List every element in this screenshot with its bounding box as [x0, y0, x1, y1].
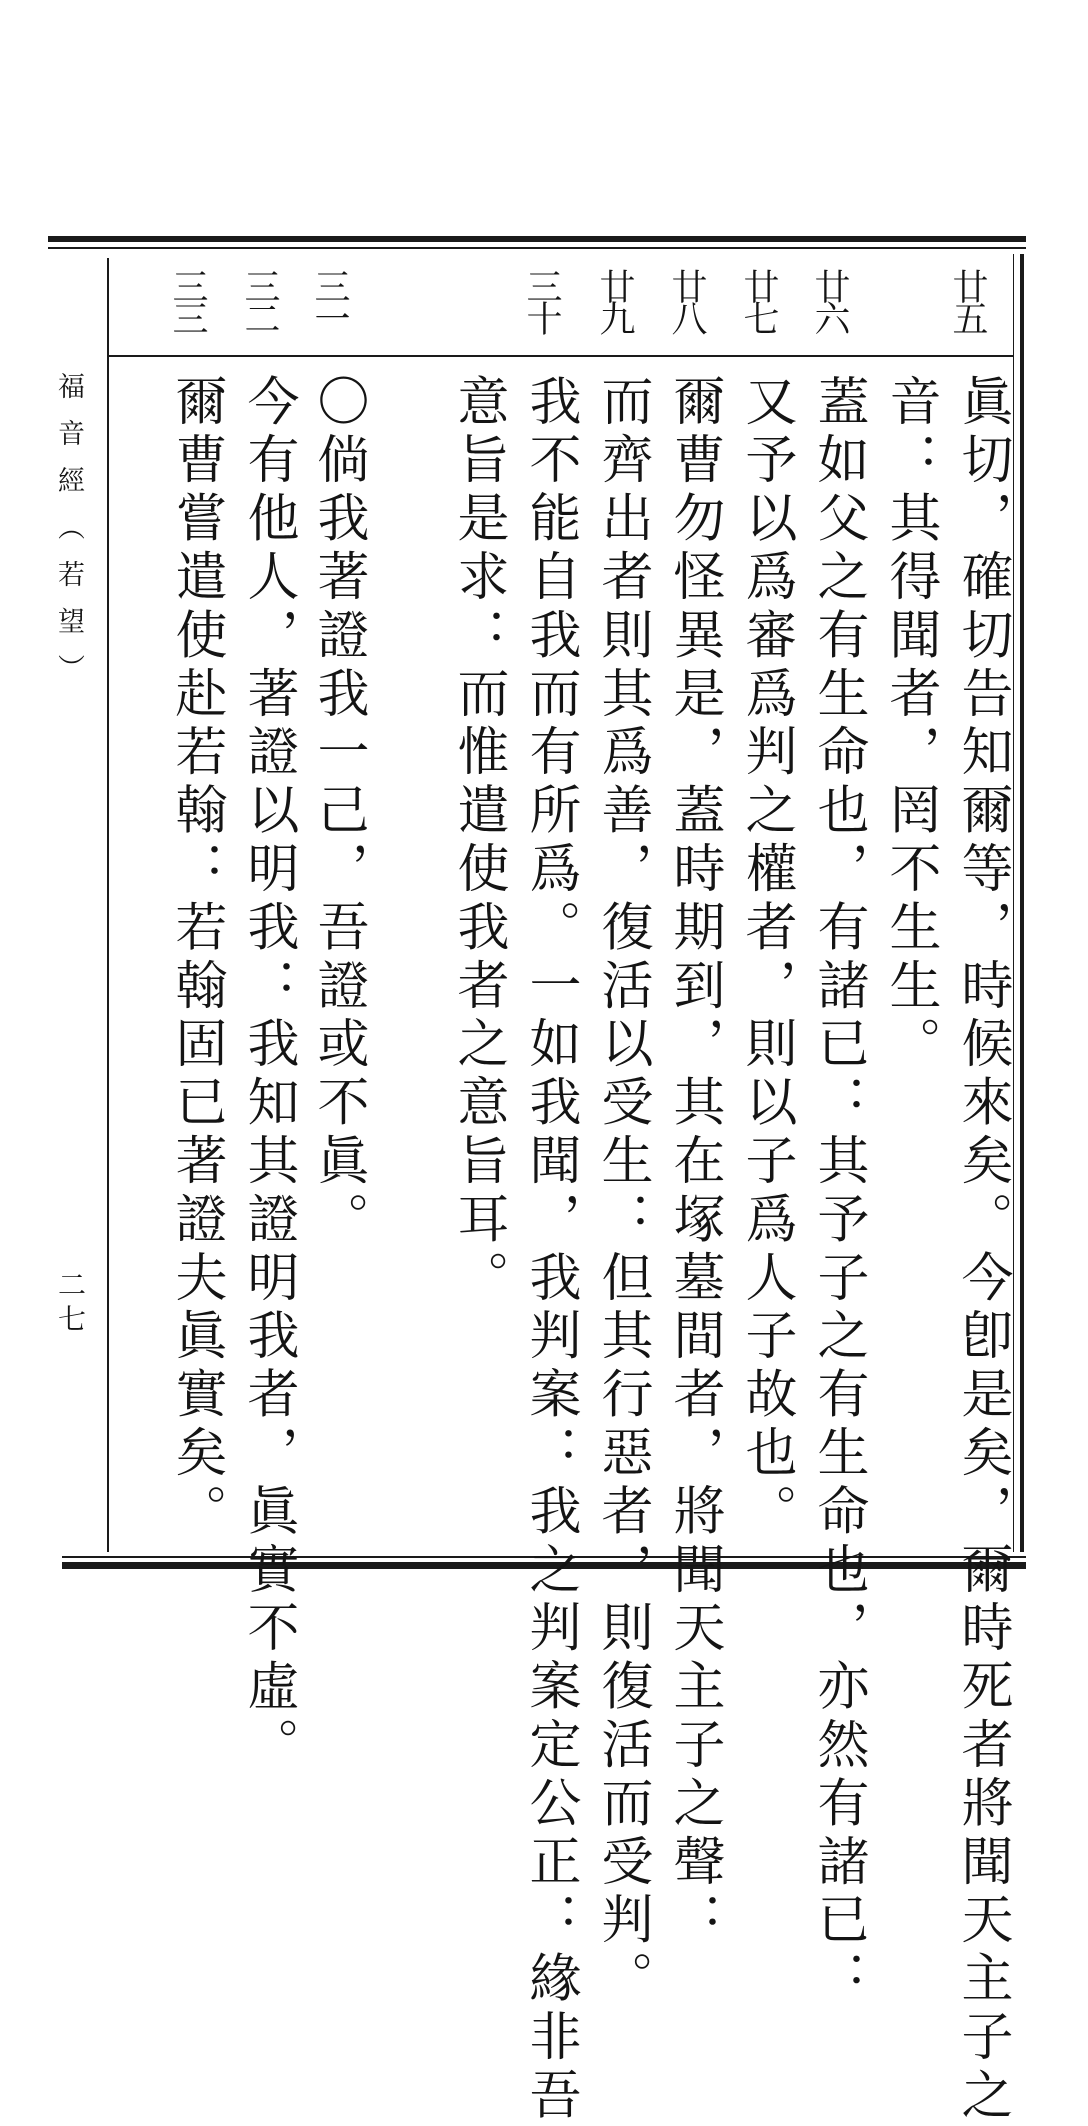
top-border-thick [48, 236, 1026, 242]
left-border [107, 258, 109, 1552]
verse-number-31: 三一 [309, 268, 350, 332]
verse-number-30: 三十 [521, 268, 562, 332]
verse-31-text: 〇倘我著證我一己，吾證或不眞。 [308, 374, 368, 1250]
verse-26-text: 蓋如父之有生命也，有諸已：其予子之有生命也，亦然有諸已： [808, 374, 868, 2010]
page-number: 二七 [54, 1270, 87, 1338]
verse-number-28: 廿八 [666, 268, 707, 332]
verse-33-text: 爾曹嘗遣使赴若翰：若翰固已著證夫眞實矣。 [166, 374, 226, 1542]
verse-25-line-2: 音：其得聞者，罔不生生。 [880, 374, 940, 1075]
verse-number-divider [107, 355, 1013, 357]
verse-number-25: 廿五 [947, 268, 988, 332]
book-title: 福音經（若望） [53, 372, 84, 701]
verse-28-text: 爾曹勿怪異是，蓋時期到，其在塚墓間者，將聞天主子之聲： [664, 374, 724, 1951]
verse-number-27: 廿七 [738, 268, 779, 332]
verse-number-29: 廿九 [594, 268, 635, 332]
verse-30-line-1: 我不能自我而有所爲。一如我聞，我判案：我之判案定公正：緣非吾 [520, 374, 580, 2126]
verse-number-33: 三三 [167, 268, 208, 332]
verse-27-text: 又予以爲審爲判之權者，則以子爲人子故也。 [736, 374, 796, 1542]
verse-29-text: 而齊出者則其爲善，復活以受生：但其行惡者，則復活而受判。 [592, 374, 652, 2010]
top-border-thin [48, 247, 1026, 249]
verse-number-26: 廿六 [809, 268, 850, 332]
verse-25-line-1: 眞切，確切告知爾等，時候來矣。今卽是矣，爾時死者將聞天主子之 [952, 374, 1012, 2126]
right-border [1020, 254, 1024, 1552]
verse-number-32: 三二 [239, 268, 280, 332]
verse-30-line-2: 意旨是求：而惟遣使我者之意旨耳。 [448, 374, 508, 1309]
verse-32-text: 今有他人，著證以明我：我知其證明我者，眞實不虛。 [238, 374, 298, 1776]
